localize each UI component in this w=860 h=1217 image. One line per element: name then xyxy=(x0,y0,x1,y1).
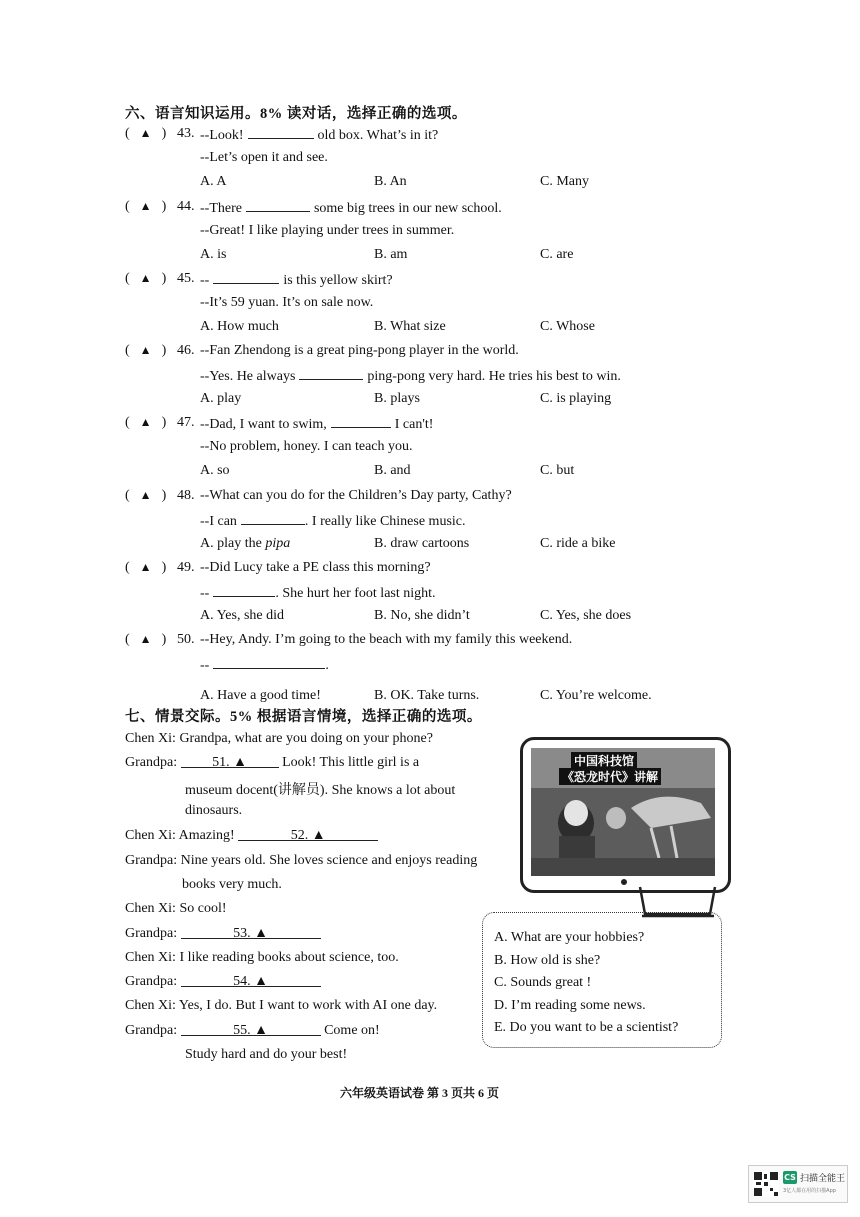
question-number: 45. xyxy=(177,271,195,286)
option-b[interactable]: B. draw cartoons xyxy=(374,536,470,551)
option-c[interactable]: C. are xyxy=(540,247,574,262)
option-text: A. is xyxy=(200,247,227,262)
paren-close: ) xyxy=(161,415,167,430)
question-number-52: 52. ▲ xyxy=(290,828,326,843)
option-b[interactable]: B. An xyxy=(374,174,407,189)
option-text: A. A xyxy=(200,174,227,189)
answer-bracket[interactable] xyxy=(125,199,166,215)
phone-caption-1: 中国科技馆 xyxy=(571,752,637,769)
question-line-1 xyxy=(200,415,433,433)
dialogue-line: books very much. xyxy=(182,877,282,892)
option-c[interactable]: C. Whose xyxy=(540,319,595,334)
answer-blank[interactable] xyxy=(331,415,391,428)
question-line-1 xyxy=(200,343,519,359)
paren-close: ) xyxy=(161,343,167,358)
question-line-2 xyxy=(200,584,436,602)
answer-blank-53[interactable] xyxy=(181,926,321,941)
answer-bracket[interactable] xyxy=(125,343,166,359)
triangle-marker: ▲ xyxy=(139,560,152,574)
answer-blank[interactable] xyxy=(213,271,279,284)
paren-close: ) xyxy=(161,632,167,647)
paren-close: ) xyxy=(161,560,167,575)
option-text: A. How much xyxy=(200,319,279,334)
question-text: --I can xyxy=(200,514,237,529)
speaker-label: Grandpa: xyxy=(125,974,178,989)
section7-title: 七、情景交际。5% 根据语言情境，选择正确的选项。 xyxy=(125,709,482,725)
dialogue-line: Chen Xi: So cool! xyxy=(125,901,227,916)
question-text: . xyxy=(325,658,329,673)
question-text: some big trees in our new school. xyxy=(313,201,502,216)
question-line-2 xyxy=(200,656,329,674)
option-b[interactable]: B. plays xyxy=(374,391,420,406)
question-number: 49. xyxy=(177,560,195,575)
question-line-1 xyxy=(200,126,438,144)
triangle-marker: ▲ xyxy=(139,488,152,502)
answer-blank[interactable] xyxy=(213,584,275,597)
question-text: --Yes. He always xyxy=(200,369,296,384)
option-a[interactable] xyxy=(200,174,226,190)
option-b[interactable]: B. No, she didn’t xyxy=(374,608,470,623)
paren-close: ) xyxy=(161,126,167,141)
question-line-1 xyxy=(200,560,431,576)
answer-blank-52[interactable] xyxy=(238,828,378,843)
option-a[interactable] xyxy=(200,688,321,704)
option-c[interactable]: C. but xyxy=(540,463,575,478)
question-text: --No problem, honey. I can teach you. xyxy=(200,439,413,454)
question-line-1 xyxy=(200,199,502,217)
paren-open: ( xyxy=(125,632,130,647)
option-text: A. play xyxy=(200,391,242,406)
paren-open: ( xyxy=(125,343,130,358)
answer-blank-55[interactable] xyxy=(181,1023,321,1038)
answer-blank[interactable] xyxy=(213,656,325,669)
question-text: -- xyxy=(200,658,210,673)
dialogue-text: Chen Xi: Amazing! xyxy=(125,828,235,843)
phone-caption-2: 《恐龙时代》讲解 xyxy=(559,768,661,785)
question-text: --Look! xyxy=(200,128,244,143)
answer-blank[interactable] xyxy=(299,367,363,380)
option-a[interactable] xyxy=(200,391,241,407)
option-text: A. play the xyxy=(200,536,266,551)
option-text: A. so xyxy=(200,463,230,478)
question-number: 44. xyxy=(177,199,195,214)
dialogue-text: Come on! xyxy=(324,1023,380,1038)
triangle-marker: ▲ xyxy=(139,126,152,140)
section6-title: 六、语言知识运用。8% 读对话，选择正确的选项。 xyxy=(125,106,467,122)
phone-home-dot xyxy=(621,879,627,885)
question-line-2 xyxy=(200,367,621,385)
option-a[interactable] xyxy=(200,608,284,624)
question-text: --Let’s open it and see. xyxy=(200,150,328,165)
scanner-watermark xyxy=(748,1165,848,1203)
option-c[interactable]: C. You’re welcome. xyxy=(540,688,652,703)
dialogue-line: Grandpa: Nine years old. She loves science and enjoys reading xyxy=(125,853,478,868)
question-number: 48. xyxy=(177,488,195,503)
question-number: 47. xyxy=(177,415,195,430)
dialogue-line: Study hard and do your best! xyxy=(185,1047,348,1062)
option-c[interactable]: C. Yes, she does xyxy=(540,608,632,623)
option-item: B. How old is she? xyxy=(494,952,601,968)
phone-illustration xyxy=(520,737,731,893)
paren-open: ( xyxy=(125,271,130,286)
dialogue-line: Chen Xi: Grandpa, what are you doing on your phone? xyxy=(125,731,433,746)
question-line-2 xyxy=(200,295,373,311)
question-line-2 xyxy=(200,223,454,239)
option-c[interactable]: C. ride a bike xyxy=(540,536,616,551)
speaker-label: Grandpa: xyxy=(125,755,178,770)
phone-screen-photo xyxy=(531,748,715,876)
question-text: . I really like Chinese music. xyxy=(304,514,466,529)
option-item: A. What are your hobbies? xyxy=(494,930,645,945)
page-footer: 六年级英语试卷 第 3 页共 6 页 xyxy=(340,1086,500,1100)
question-text: -- xyxy=(200,586,210,601)
scanner-sub: 3亿人都在用的扫描App xyxy=(783,1188,836,1194)
qr-code-icon xyxy=(753,1171,779,1197)
triangle-marker: ▲ xyxy=(139,632,152,646)
answer-bracket[interactable] xyxy=(125,632,166,648)
question-line-2 xyxy=(200,439,413,455)
dialogue-line xyxy=(125,1023,380,1039)
speaker-label: Grandpa: xyxy=(125,1023,178,1038)
question-number-55: 55. ▲ xyxy=(233,1023,269,1038)
question-text: --It’s 59 yuan. It’s on sale now. xyxy=(200,295,374,310)
question-number-54: 54. ▲ xyxy=(233,974,269,989)
dialogue-line xyxy=(125,926,321,942)
dialogue-line xyxy=(125,755,419,771)
option-item: D. I’m reading some news. xyxy=(494,997,646,1013)
answer-blank-51[interactable] xyxy=(181,755,279,770)
option-text: A. Have a good time! xyxy=(200,688,321,703)
answer-blank[interactable] xyxy=(248,126,314,139)
answer-bracket[interactable] xyxy=(125,271,166,287)
paren-close: ) xyxy=(161,199,167,214)
question-text: --Dad, I want to swim, xyxy=(200,417,327,432)
question-number-51: 51. ▲ xyxy=(212,755,248,770)
question-text: --Hey, Andy. I’m going to the beach with my family this weekend. xyxy=(200,632,573,647)
speaker-label: Grandpa: xyxy=(125,926,178,941)
option-a[interactable] xyxy=(200,463,230,479)
answer-blank[interactable] xyxy=(246,199,310,212)
dialogue-line xyxy=(125,828,378,844)
option-b[interactable]: B. and xyxy=(374,463,411,478)
paren-open: ( xyxy=(125,488,130,503)
answer-blank[interactable] xyxy=(241,512,305,525)
option-c[interactable]: C. is playing xyxy=(540,391,612,406)
option-b[interactable]: B. am xyxy=(374,247,408,262)
question-line-1 xyxy=(200,632,572,648)
question-text: --There xyxy=(200,201,242,216)
question-text: . She hurt her foot last night. xyxy=(275,586,436,601)
option-item: E. Do you want to be a scientist? xyxy=(494,1020,679,1035)
paren-open: ( xyxy=(125,126,130,141)
triangle-marker: ▲ xyxy=(139,271,152,285)
question-number: 43. xyxy=(177,126,195,141)
question-text: is this yellow skirt? xyxy=(283,273,393,288)
question-number-53: 53. ▲ xyxy=(233,926,269,941)
answer-bracket[interactable] xyxy=(125,560,166,576)
answer-bracket[interactable] xyxy=(125,126,166,142)
answer-bracket[interactable] xyxy=(125,488,166,504)
option-text-italic: pipa xyxy=(265,536,291,551)
option-a[interactable] xyxy=(200,536,290,552)
question-number: 50. xyxy=(177,632,195,647)
triangle-marker: ▲ xyxy=(139,343,152,357)
scanner-name: 扫描全能王 xyxy=(800,1174,846,1184)
question-text: old box. What’s in it? xyxy=(317,128,439,143)
question-line-2 xyxy=(200,150,328,166)
question-text: I can't! xyxy=(394,417,434,432)
question-text: --Did Lucy take a PE class this morning? xyxy=(200,560,431,575)
triangle-marker: ▲ xyxy=(139,415,152,429)
question-text: ping-pong very hard. He tries his best to win. xyxy=(367,369,621,384)
option-c[interactable]: C. Many xyxy=(540,174,589,189)
paren-open: ( xyxy=(125,199,130,214)
question-text: --Fan Zhendong is a great ping-pong player in the world. xyxy=(200,343,519,358)
answer-blank-54[interactable] xyxy=(181,974,321,989)
option-a[interactable] xyxy=(200,319,279,335)
dialogue-line: Chen Xi: I like reading books about science, too. xyxy=(125,950,399,965)
dialogue-line: Chen Xi: Yes, I do. But I want to work with AI one day. xyxy=(125,998,438,1013)
paren-close: ) xyxy=(161,271,167,286)
triangle-marker: ▲ xyxy=(139,199,152,213)
dialogue-line: dinosaurs. xyxy=(185,803,243,818)
question-line-1 xyxy=(200,488,512,504)
question-line-2 xyxy=(200,512,466,530)
option-item: C. Sounds great ! xyxy=(494,975,592,990)
paren-close: ) xyxy=(161,488,167,503)
question-text: --Great! I like playing under trees in summer. xyxy=(200,223,455,238)
cs-badge: CS xyxy=(784,1173,796,1182)
dialogue-line xyxy=(125,974,321,990)
option-b[interactable]: B. OK. Take turns. xyxy=(374,688,480,703)
paren-open: ( xyxy=(125,560,130,575)
paren-open: ( xyxy=(125,415,130,430)
question-text: -- xyxy=(200,273,210,288)
answer-bracket[interactable] xyxy=(125,415,166,431)
question-line-1 xyxy=(200,271,393,289)
dialogue-line: museum docent(讲解员). She knows a lot about xyxy=(185,783,456,798)
question-number: 46. xyxy=(177,343,195,358)
dialogue-text: Look! This little girl is a xyxy=(282,755,420,770)
option-b[interactable]: B. What size xyxy=(374,319,446,334)
question-text: --What can you do for the Children’s Day party, Cathy? xyxy=(200,488,512,503)
option-text: A. Yes, she did xyxy=(200,608,285,623)
option-a[interactable] xyxy=(200,247,226,263)
